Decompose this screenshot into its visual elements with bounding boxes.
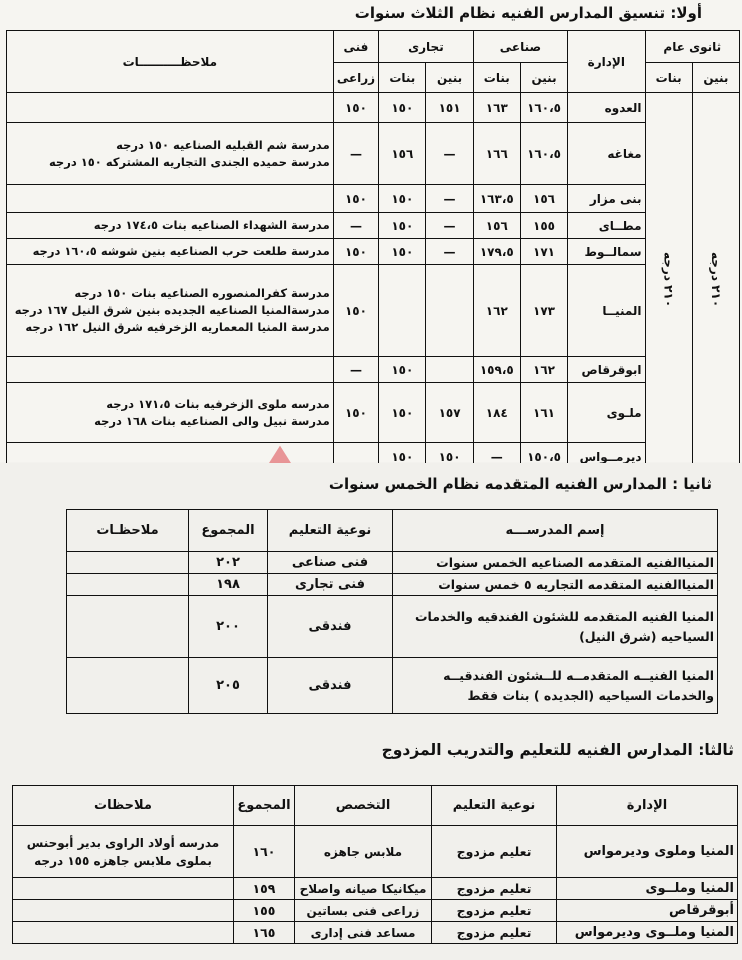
ind-girls-score: ١٥٩،٥ [473, 357, 520, 383]
admin-name: ديرمــواس [568, 443, 645, 471]
education-type: تعليم مزدوج [432, 922, 557, 944]
header-technical: فنى [333, 31, 379, 63]
agri-score: ١٥٠ [333, 93, 379, 123]
note-line: مدرسة المنيا المعماريه الزخرفيه شرق النيل ١٦٢ درجه [25, 320, 330, 334]
table-row [13, 826, 738, 878]
page-one [0, 0, 742, 462]
notes-cell [67, 596, 189, 658]
table-row [67, 658, 718, 714]
education-type: تعليم مزدوج [432, 826, 557, 878]
total-score: ٢٠٥ [189, 658, 268, 714]
com-girls-score [379, 265, 426, 357]
s3-header-type: نوعية التعليم [432, 786, 557, 826]
notes-cell [13, 900, 234, 922]
ind-boys-score: ١٦٢ [520, 357, 567, 383]
ind-girls-score: ١٨٤ [473, 383, 520, 443]
specialization: زراعى فنى بساتين [295, 900, 432, 922]
header-notes: ملاحظــــــــــات [7, 31, 334, 93]
note-line: مدرسة حميده الجندى التجاريه المشتركه ١٥٠ درجه [48, 154, 330, 169]
admin-name: أبوقرقاص [557, 900, 738, 922]
agri-score: ١٥٠ [333, 185, 379, 213]
table-row [7, 185, 740, 213]
agri-score: ١٥٠ [333, 383, 379, 443]
ind-girls-score: — [473, 443, 520, 471]
school-name: المنياالفنيه المتقدمه التجاريه ٥ خمس سنوات [393, 574, 718, 596]
notes-cell [67, 574, 189, 596]
table-row [7, 123, 740, 185]
header-general: ثانوى عام [645, 31, 739, 63]
agri-score: ١٥٠ [333, 265, 379, 357]
ind-boys-score: ١٦٠،٥ [520, 93, 567, 123]
education-type: فندقى [268, 658, 393, 714]
table-row [7, 357, 740, 383]
section1-table [6, 30, 740, 471]
com-boys-score: — [426, 239, 473, 265]
table-row [13, 922, 738, 944]
com-boys-score: — [426, 185, 473, 213]
s2-header-school: إسم المدرســـه [393, 510, 718, 552]
table-row [7, 213, 740, 239]
agri-score: — [333, 123, 379, 185]
ind-boys-score: ١٥٦ [520, 185, 567, 213]
com-boys-score: — [426, 123, 473, 185]
total-score: ١٥٥ [234, 900, 295, 922]
school-name: المنيا الفنيه المتقدمه للشئون الفندقيه والخدمات السياحيه (شرق النيل) [393, 596, 718, 658]
com-boys-score [426, 265, 473, 357]
school-name: المنيا الفنيــه المتقدمــه للــشئون الفندقيــه والخدمات السياحيه (الجديده ) بنات فقط [393, 658, 718, 714]
note-line: مدرسة كفرالمنصوره الصناعيه بنات ١٥٠ درجه [74, 286, 330, 300]
com-boys-score: ١٥١ [426, 93, 473, 123]
row-notes [7, 123, 334, 185]
ind-girls-score: ١٥٦ [473, 213, 520, 239]
notes-cell [67, 552, 189, 574]
com-girls-score: ١٥٠ [379, 383, 426, 443]
agri-score: — [333, 213, 379, 239]
ind-girls-score: ١٦٣ [473, 93, 520, 123]
header-agri: زراعى [333, 63, 379, 93]
header-general-girls: بنات [645, 63, 692, 93]
admin-name: مغاغه [568, 123, 645, 185]
s3-header-spec: التخصص [295, 786, 432, 826]
total-score: ٢٠٠ [189, 596, 268, 658]
header-com-boys: بنين [426, 63, 473, 93]
general-boys-score [692, 93, 739, 471]
header-admin: الإدارة [568, 31, 645, 93]
header-ind-girls: بنات [473, 63, 520, 93]
s3-header-admin: الإدارة [557, 786, 738, 826]
admin-name: المنيــا [568, 265, 645, 357]
table-row [13, 900, 738, 922]
s3-header-notes: ملاحظات [13, 786, 234, 826]
education-type: تعليم مزدوج [432, 878, 557, 900]
ind-girls-score: ١٦٦ [473, 123, 520, 185]
specialization: ميكانيكا صيانه واصلاح [295, 878, 432, 900]
specialization: مساعد فنى إدارى [295, 922, 432, 944]
notes-cell [67, 658, 189, 714]
row-notes [7, 213, 334, 239]
admin-name: العدوه [568, 93, 645, 123]
table-row [7, 239, 740, 265]
table-row [7, 383, 740, 443]
note-line: مدرسة الشهداء الصناعيه بنات ١٧٤،٥ درجه [93, 218, 330, 232]
total-score: ١٥٩ [234, 878, 295, 900]
total-score: ٢٠٢ [189, 552, 268, 574]
table-row [7, 265, 740, 357]
ind-boys-score: ١٧١ [520, 239, 567, 265]
admin-name: المنيا وملــوى وديرمواس [557, 922, 738, 944]
total-score: ١٦٠ [234, 826, 295, 878]
section3-title: ثالثا: المدارس الفنيه للتعليم والتدريب المزدوج [381, 741, 734, 759]
row-notes [7, 383, 334, 443]
general-boys-score-text: ۲۱۰ درجه [708, 252, 723, 308]
row-notes [7, 93, 334, 123]
education-type: فنى تجارى [268, 574, 393, 596]
ind-girls-score: ١٦٣،٥ [473, 185, 520, 213]
table-row [67, 552, 718, 574]
ind-girls-score: ١٧٩،٥ [473, 239, 520, 265]
s2-header-type: نوعية التعليم [268, 510, 393, 552]
table-row [7, 93, 740, 123]
note-line: مدرسة نبيل والى الصناعيه بنات ١٦٨ درجه [94, 413, 330, 428]
section2-title: ثانيا : المدارس الفنيه المتقدمه نظام الخمس سنوات [328, 475, 712, 493]
education-type: فندقى [268, 596, 393, 658]
page-two [0, 463, 742, 960]
ind-boys-score: ١٦١ [520, 383, 567, 443]
table-row [67, 574, 718, 596]
admin-name: بنى مزار [568, 185, 645, 213]
admin-name: ملـوى [568, 383, 645, 443]
section1-title: أولا: تنسيق المدارس الفنيه نظام الثلاث سنوات [354, 4, 702, 22]
ind-boys-score: ١٧٣ [520, 265, 567, 357]
agri-score: — [333, 357, 379, 383]
education-type: تعليم مزدوج [432, 900, 557, 922]
com-boys-score: — [426, 213, 473, 239]
notes-cell [13, 878, 234, 900]
s2-header-total: المجموع [189, 510, 268, 552]
ind-boys-score: ١٥٠،٥ [520, 443, 567, 471]
admin-name: سمالــوط [568, 239, 645, 265]
row-notes [7, 265, 334, 357]
s3-header-total: المجموع [234, 786, 295, 826]
table-row [67, 596, 718, 658]
com-boys-score: ١٥٧ [426, 383, 473, 443]
header-com-girls: بنات [379, 63, 426, 93]
agri-score: ١٥٠ [333, 239, 379, 265]
admin-name: ابوقرقاص [568, 357, 645, 383]
com-boys-score [426, 357, 473, 383]
com-girls-score: ١٥٦ [379, 123, 426, 185]
ind-boys-score: ١٦٠،٥ [520, 123, 567, 185]
header-commercial: تجارى [379, 31, 473, 63]
note-line: مدرسةالمنيا الصناعيه الجديده بنين شرق النيل ١٦٧ درجه [14, 303, 330, 317]
ind-girls-score: ١٦٢ [473, 265, 520, 357]
row-notes [7, 239, 334, 265]
header-ind-boys: بنين [520, 63, 567, 93]
admin-name: مطــاى [568, 213, 645, 239]
table-row [13, 878, 738, 900]
row-notes [7, 357, 334, 383]
header-industrial: صناعى [473, 31, 567, 63]
general-girls-score [645, 93, 692, 471]
com-girls-score: ١٥٠ [379, 443, 426, 471]
row-notes [7, 185, 334, 213]
ind-boys-score: ١٥٥ [520, 213, 567, 239]
general-girls-score-text: ۲۱۰ درجه [661, 252, 676, 308]
com-girls-score: ١٥٠ [379, 185, 426, 213]
com-girls-score: ١٥٠ [379, 239, 426, 265]
total-score: ١٩٨ [189, 574, 268, 596]
com-girls-score: ١٥٠ [379, 357, 426, 383]
admin-name: المنيا وملــوى [557, 878, 738, 900]
notes-cell: مدرسه أولاد الراوى بدير أبوحنس بملوى ملابس جاهزه ١٥٥ درجه [13, 826, 234, 878]
note-line: مدرسه ملوى الزخرفيه بنات ١٧١،٥ درجه [106, 396, 330, 411]
note-line: مدرسة طلعت حرب الصناعيه بنين شوشه ١٦٠،٥ درجه [32, 244, 330, 258]
note-line: مدرسة شم القبليه الصناعيه ١٥٠ درجه [116, 137, 330, 152]
education-type: فنى صناعى [268, 552, 393, 574]
header-general-boys: بنين [692, 63, 739, 93]
com-boys-score: ١٥٠ [426, 443, 473, 471]
section2-table [66, 509, 718, 714]
school-name: المنياالفنيه المتقدمه الصناعيه الخمس سنوات [393, 552, 718, 574]
s2-header-notes: ملاحظـات [67, 510, 189, 552]
com-girls-score: ١٥٠ [379, 213, 426, 239]
total-score: ١٦٥ [234, 922, 295, 944]
section3-table [12, 785, 738, 944]
notes-cell [13, 922, 234, 944]
specialization: ملابس جاهزه [295, 826, 432, 878]
admin-name: المنيا وملوى وديرمواس [557, 826, 738, 878]
com-girls-score: ١٥٠ [379, 93, 426, 123]
